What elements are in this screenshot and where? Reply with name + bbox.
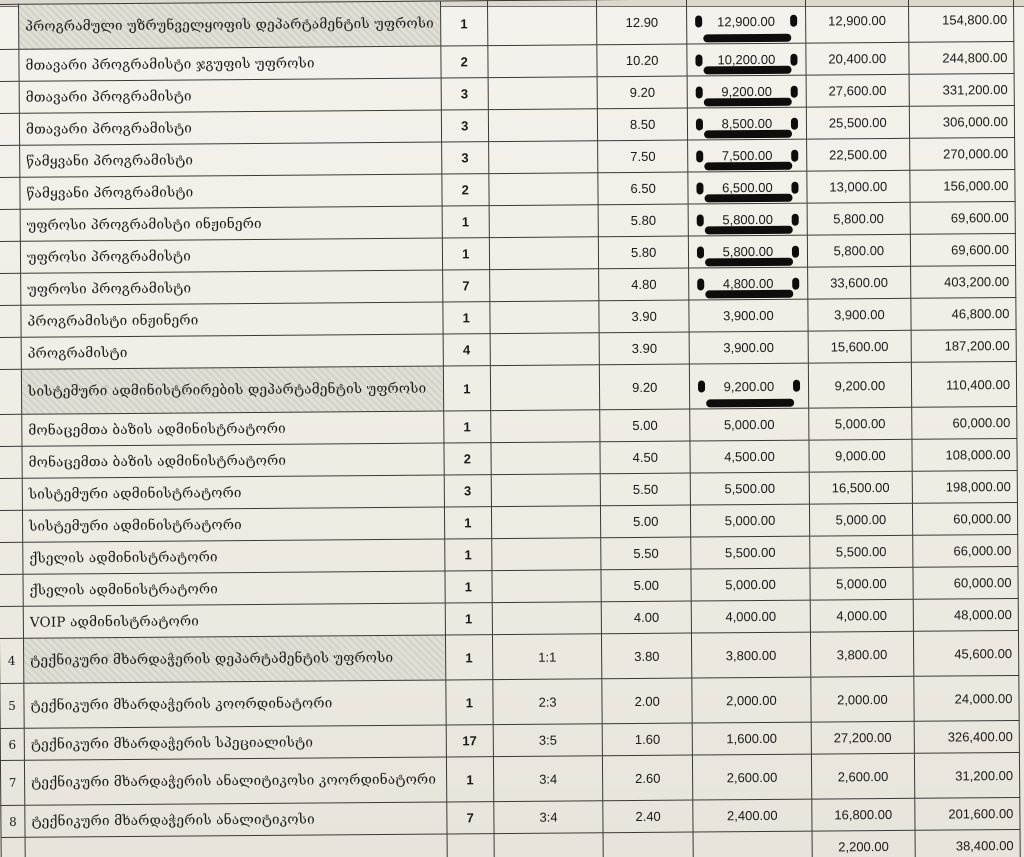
yearly-total-cell: 187,200.00: [911, 329, 1016, 362]
position-title: სისტემური ადმინისტრატორი: [29, 516, 242, 535]
ink-blot: [696, 182, 703, 194]
row-number-cell: [0, 4, 19, 49]
row-number-cell: [0, 209, 20, 241]
row-number-cell: [0, 446, 22, 478]
empty-cell: [447, 834, 494, 857]
ink-blot: [790, 85, 797, 97]
monthly-total-cell: 9,000.00: [809, 439, 913, 472]
salary-cell: [687, 43, 806, 76]
row-number-cell: [0, 305, 21, 337]
ratio-cell: [488, 45, 598, 78]
ratio-cell: 3:4: [494, 801, 604, 834]
salary-cell: [691, 536, 810, 569]
position-title-cell: [23, 603, 445, 638]
row-number-cell: [0, 542, 23, 574]
position-title-cell: [23, 635, 445, 683]
headcount-cell: 1: [444, 507, 491, 539]
row-number-cell: 5: [0, 683, 24, 728]
ink-blot: [792, 245, 799, 257]
position-title: მონაცემთა ბაზის ადმინისტრატორი: [28, 452, 287, 471]
position-title-cell: [20, 206, 442, 241]
row-number-cell: 6: [0, 728, 24, 760]
position-title: მთავარი პროგრამისტი ჯგუფის უფროსი: [25, 54, 315, 74]
redaction-mark: [706, 399, 794, 408]
salary-value: 5,500.00: [724, 544, 776, 561]
position-title-cell: [20, 174, 442, 209]
salary-cell: [692, 632, 811, 678]
salary-cell: [689, 267, 808, 300]
monthly-total-cell: 22,500.00: [806, 138, 910, 171]
position-title: ტექნიკური მხარდაჭერის კოორდინატორი: [30, 695, 333, 714]
coefficient-cell: 9.20: [600, 364, 690, 410]
ink-blot: [790, 53, 797, 65]
salary-value: 7,500.00: [721, 147, 773, 164]
position-title-cell: [18, 1, 440, 49]
position-title-cell: [23, 571, 445, 606]
yearly-total-cell: 69,600.00: [910, 233, 1015, 266]
ratio-cell: [491, 474, 601, 507]
coefficient-cell: 3.90: [599, 332, 689, 365]
position-title: ქსელის ადმინისტრატორი: [29, 548, 218, 567]
position-title: პროგრამისტი ინჟინერი: [27, 311, 199, 330]
salary-value: 5,800.00: [722, 243, 774, 260]
ink-blot: [792, 277, 799, 289]
salary-cell: [687, 107, 806, 140]
salary-cell: [692, 677, 811, 723]
headcount-cell: 1: [443, 411, 490, 443]
coefficient-cell: 8.50: [598, 108, 688, 141]
row-number-cell: [0, 510, 23, 542]
headcount-cell: 3: [444, 475, 491, 507]
coefficient-cell: 5.00: [600, 409, 690, 442]
position-title-cell: [25, 802, 447, 837]
monthly-total-cell: 5,800.00: [807, 234, 911, 267]
salary-value: 5,800.00: [722, 211, 773, 228]
row-number-cell: [0, 337, 21, 369]
position-title-cell: [19, 110, 441, 145]
yearly-total-cell: 244,800.00: [909, 41, 1014, 74]
ratio-cell: [492, 602, 602, 635]
ratio-cell: [492, 538, 602, 571]
headcount-cell: 2: [442, 174, 489, 206]
coefficient-cell: 5.80: [598, 204, 688, 237]
yearly-total-cell: 201,600.00: [915, 797, 1020, 830]
salary-value: 5,000.00: [725, 576, 776, 593]
monthly-total-cell: 25,500.00: [806, 106, 910, 139]
headcount-cell: 1: [442, 238, 489, 270]
ratio-cell: [489, 173, 599, 206]
monthly-total-cell: 27,200.00: [811, 721, 915, 754]
salary-cell: [689, 363, 808, 409]
position-title-cell: [23, 539, 445, 574]
yearly-total-cell: 48,000.00: [913, 598, 1018, 631]
position-title-cell: [21, 366, 443, 414]
ink-blot: [696, 86, 703, 98]
position-title: უფროსი პროგრამისტი ინჟინერი: [26, 215, 262, 234]
yearly-total-cell: 38,400.00: [915, 829, 1020, 857]
yearly-total-cell: 69,600.00: [910, 201, 1015, 234]
monthly-total-cell: 2,600.00: [811, 753, 915, 799]
monthly-total-cell: 2,200.00: [812, 830, 916, 857]
coefficient-cell: 2.00: [602, 678, 692, 724]
row-number-cell: [0, 369, 22, 414]
salary-value: 8,500.00: [721, 115, 773, 132]
headcount-cell: 3: [441, 110, 488, 142]
salary-cell: [691, 568, 810, 601]
salary-cell: [687, 75, 806, 108]
position-title-cell: [21, 334, 443, 369]
yearly-total-cell: 156,000.00: [910, 169, 1015, 202]
ink-blot: [791, 181, 798, 193]
salary-cell: [690, 472, 809, 505]
ink-blot: [696, 150, 703, 162]
headcount-cell: 2: [441, 46, 488, 78]
row-number-cell: [0, 177, 20, 209]
salary-value: 2,600.00: [726, 769, 778, 785]
position-title-cell: [24, 725, 446, 760]
monthly-total-cell: 15,600.00: [808, 330, 912, 363]
yearly-total-cell: 60,000.00: [913, 566, 1018, 599]
ratio-cell: [492, 570, 602, 603]
ink-blot: [695, 54, 702, 66]
monthly-total-cell: 5,000.00: [808, 407, 912, 440]
ink-blot: [791, 149, 798, 161]
position-title-cell: [22, 475, 444, 510]
position-title: უფროსი პროგრამისტი: [27, 279, 192, 298]
ratio-cell: [488, 77, 598, 110]
yearly-total-cell: 198,000.00: [912, 470, 1017, 503]
monthly-total-cell: 20,400.00: [806, 42, 910, 75]
ratio-cell: [491, 442, 601, 475]
yearly-total-cell: 108,000.00: [912, 438, 1017, 471]
table-row: [0, 361, 1017, 414]
position-title-cell: [21, 302, 443, 337]
ratio-cell: [489, 269, 599, 302]
row-number-cell: [0, 478, 22, 510]
position-title: ტექნიკური მხარდაჭერის ანალიტიკოსი: [31, 811, 315, 830]
coefficient-cell: 7.50: [598, 140, 688, 173]
position-title: პროგრამისტი: [27, 344, 128, 362]
salary-cell: [689, 299, 808, 332]
ratio-cell: [487, 0, 597, 46]
ratio-cell: 1:1: [492, 634, 602, 680]
salary-value: 3,900.00: [723, 307, 774, 324]
ink-blot: [698, 380, 705, 392]
ratio-cell: [489, 237, 599, 270]
monthly-total-cell: 5,000.00: [809, 503, 913, 536]
salary-cell: [693, 799, 812, 832]
coefficient-cell: 4.00: [602, 601, 692, 634]
ink-blot: [696, 118, 703, 130]
row-number-cell: 7: [0, 760, 24, 805]
yearly-total-cell: 60,000.00: [912, 502, 1017, 535]
position-title: წამყვანი პროგრამისტი: [26, 151, 194, 170]
salary-value: 3,800.00: [725, 647, 777, 663]
headcount-cell: 1: [445, 635, 492, 680]
headcount-cell: 1: [445, 603, 492, 635]
position-title: მთავარი პროგრამისტი: [25, 119, 193, 138]
ink-blot: [793, 380, 800, 392]
row-number-cell: 4: [0, 638, 24, 683]
headcount-cell: 1: [445, 571, 492, 603]
position-title: ქსელის ადმინისტრატორი: [29, 580, 219, 599]
headcount-cell: 4: [443, 334, 490, 366]
yearly-total-cell: 66,000.00: [913, 534, 1018, 567]
yearly-total-cell: 326,400.00: [914, 720, 1019, 753]
row-number-cell: [0, 113, 20, 145]
table-row: [0, 675, 1019, 728]
position-title: მონაცემთა ბაზის ადმინისტრატორი: [28, 420, 286, 439]
ratio-cell: [488, 109, 598, 142]
salary-cell: [691, 504, 810, 537]
yearly-total-cell: 46,800.00: [911, 297, 1016, 330]
salary-value: 4,000.00: [725, 608, 777, 625]
ink-blot: [697, 246, 704, 258]
yearly-total-cell: 331,200.00: [909, 73, 1014, 106]
monthly-total-cell: 4,000.00: [810, 599, 914, 632]
monthly-total-cell: 13,000.00: [807, 170, 911, 203]
yearly-total-cell: 24,000.00: [914, 675, 1019, 721]
ratio-cell: 2:3: [493, 679, 603, 725]
ratio-cell: [491, 410, 601, 443]
yearly-total-cell: 403,200.00: [911, 265, 1016, 298]
ratio-cell: 3:5: [493, 724, 603, 757]
salary-cell: [692, 722, 811, 755]
salary-value: 3,900.00: [723, 339, 774, 356]
row-number-cell: [0, 145, 20, 177]
table-row: [0, 630, 1019, 683]
salary-value: 4,500.00: [724, 448, 775, 465]
salary-value: 1,600.00: [726, 730, 778, 747]
coefficient-cell: 12.90: [597, 0, 687, 45]
ratio-cell: 3:4: [493, 756, 603, 802]
empty-cell: [1, 837, 25, 857]
coefficient-cell: 9.20: [597, 76, 687, 109]
monthly-total-cell: 3,900.00: [808, 298, 912, 331]
headcount-cell: 2: [444, 443, 491, 475]
coefficient-cell: 2.40: [603, 800, 693, 833]
monthly-total-cell: 33,600.00: [807, 266, 911, 299]
coefficient-cell: 4.50: [600, 441, 690, 474]
row-number-cell: [0, 606, 23, 638]
salary-cell: [688, 203, 807, 236]
coefficient-cell: 1.60: [602, 723, 692, 756]
monthly-total-cell: 12,900.00: [805, 0, 909, 43]
yearly-total-cell: 154,800.00: [908, 0, 1013, 42]
ratio-cell: [490, 365, 600, 411]
position-title: სისტემური ადმინისტრირების დეპარტამენტის უფროსი: [27, 380, 427, 400]
monthly-total-cell: 16,800.00: [812, 798, 916, 831]
position-title: ტექნიკური მხარდაჭერის დეპარტამენტის უფროსი: [30, 649, 394, 669]
ink-blot: [697, 278, 704, 290]
headcount-cell: 1: [442, 206, 489, 238]
salary-cell: [690, 408, 809, 441]
yearly-total-cell: 270,000.00: [910, 137, 1015, 170]
position-title: პროგრამული უზრუნველყოფის დეპარტამენტის უფროსი: [25, 15, 434, 35]
ratio-cell: [491, 506, 601, 539]
headcount-cell: 1: [443, 302, 490, 334]
coefficient-cell: 5.50: [601, 473, 691, 506]
row-number-cell: [0, 241, 21, 273]
position-title-cell: [24, 757, 446, 805]
salary-cell: [688, 139, 807, 172]
headcount-cell: 1: [443, 366, 490, 411]
coefficient-cell: 5.00: [601, 569, 691, 602]
monthly-total-cell: 27,600.00: [806, 74, 910, 107]
salary-value: 5,000.00: [724, 512, 776, 529]
empty-cell: [603, 832, 693, 857]
row-number-cell: [0, 414, 22, 446]
position-title-cell: [22, 411, 444, 446]
headcount-cell: 1: [446, 757, 493, 802]
monthly-total-cell: 5,800.00: [807, 202, 911, 235]
salary-cell: [688, 235, 807, 268]
row-number-cell: [0, 574, 23, 606]
salary-value: 9,200.00: [721, 83, 772, 100]
monthly-total-cell: 2,000.00: [811, 676, 915, 722]
salary-value: 6,500.00: [722, 179, 773, 196]
ink-blot: [790, 15, 797, 27]
position-title-cell: [19, 78, 441, 113]
coefficient-cell: 3.80: [602, 633, 692, 679]
yearly-total-cell: 60,000.00: [912, 406, 1017, 439]
salary-cell: [688, 171, 807, 204]
redaction-mark: [703, 34, 791, 43]
headcount-cell: 1: [444, 539, 491, 571]
salary-value: 5,500.00: [724, 480, 776, 497]
row-number-cell: [0, 49, 19, 81]
headcount-cell: 17: [446, 725, 493, 757]
ink-blot: [697, 214, 704, 226]
headcount-cell: 7: [442, 270, 489, 302]
empty-cell: [25, 834, 447, 857]
ink-blot: [791, 117, 798, 129]
ink-blot: [695, 15, 702, 27]
position-title: VOIP ადმინისტრატორი: [29, 612, 200, 631]
headcount-cell: 3: [441, 78, 488, 110]
position-title-cell: [24, 680, 446, 728]
empty-cell: [693, 831, 812, 857]
salary-cell: [692, 754, 811, 800]
yearly-total-cell: 45,600.00: [913, 630, 1018, 676]
position-title-cell: [20, 142, 442, 177]
salary-value: 2,000.00: [726, 692, 777, 708]
yearly-total-cell: 306,000.00: [909, 105, 1014, 138]
headcount-cell: 7: [447, 802, 494, 834]
empty-cell: [494, 833, 604, 857]
ratio-cell: [488, 141, 598, 174]
row-number-cell: [0, 273, 21, 305]
salary-cell: [687, 0, 806, 44]
coefficient-cell: 2.60: [603, 755, 693, 801]
monthly-total-cell: 16,500.00: [809, 471, 913, 504]
monthly-total-cell: 9,200.00: [808, 362, 912, 408]
salary-cell: [689, 331, 808, 364]
salary-value: 10,200.00: [717, 51, 776, 68]
position-title: უფროსი პროგრამისტი: [26, 247, 192, 266]
ratio-cell: [490, 301, 600, 334]
ratio-cell: [489, 205, 599, 238]
position-title: სისტემური ადმინისტრატორი: [28, 484, 242, 503]
position-title: წამყვანი პროგრამისტი: [26, 183, 194, 202]
yearly-total-cell: 110,400.00: [911, 361, 1016, 407]
ink-blot: [791, 213, 798, 225]
coefficient-cell: 10.20: [597, 44, 687, 77]
row-number-cell: 8: [1, 805, 25, 837]
coefficient-cell: 5.00: [601, 505, 691, 538]
yearly-total-cell: 31,200.00: [914, 752, 1019, 798]
headcount-cell: 3: [441, 142, 488, 174]
monthly-total-cell: 3,800.00: [810, 631, 914, 677]
headcount-cell: 1: [440, 1, 487, 46]
coefficient-cell: 5.80: [599, 236, 689, 269]
salary-value: 4,800.00: [722, 275, 774, 292]
coefficient-cell: 5.50: [601, 537, 691, 570]
salary-cell: [690, 440, 809, 473]
salary-value: 2,400.00: [726, 807, 778, 824]
ratio-cell: [490, 333, 600, 366]
salary-value: 9,200.00: [723, 378, 775, 394]
headcount-cell: 1: [446, 680, 493, 725]
salary-cell: [691, 600, 810, 633]
monthly-total-cell: 5,500.00: [809, 535, 913, 568]
salary-value: 12,900.00: [717, 13, 776, 29]
position-title: ტექნიკური მხარდაჭერის ანალიტიკოსი კოორდინატორი: [31, 771, 437, 791]
position-title-cell: [22, 507, 444, 542]
row-number-cell: [0, 81, 19, 113]
position-title: ტექნიკური მხარდაჭერის სპეციალისტი: [30, 734, 314, 753]
table-row: [0, 752, 1019, 805]
monthly-total-cell: 5,000.00: [810, 567, 914, 600]
position-title-cell: [22, 443, 444, 478]
coefficient-cell: 3.90: [599, 300, 689, 333]
position-title-cell: [20, 238, 442, 273]
salary-value: 5,000.00: [723, 416, 775, 433]
coefficient-cell: 6.50: [598, 172, 688, 205]
coefficient-cell: 4.80: [599, 268, 689, 301]
position-title: მთავარი პროგრამისტი: [25, 87, 192, 106]
position-title-cell: [19, 46, 441, 81]
position-title-cell: [21, 270, 443, 305]
